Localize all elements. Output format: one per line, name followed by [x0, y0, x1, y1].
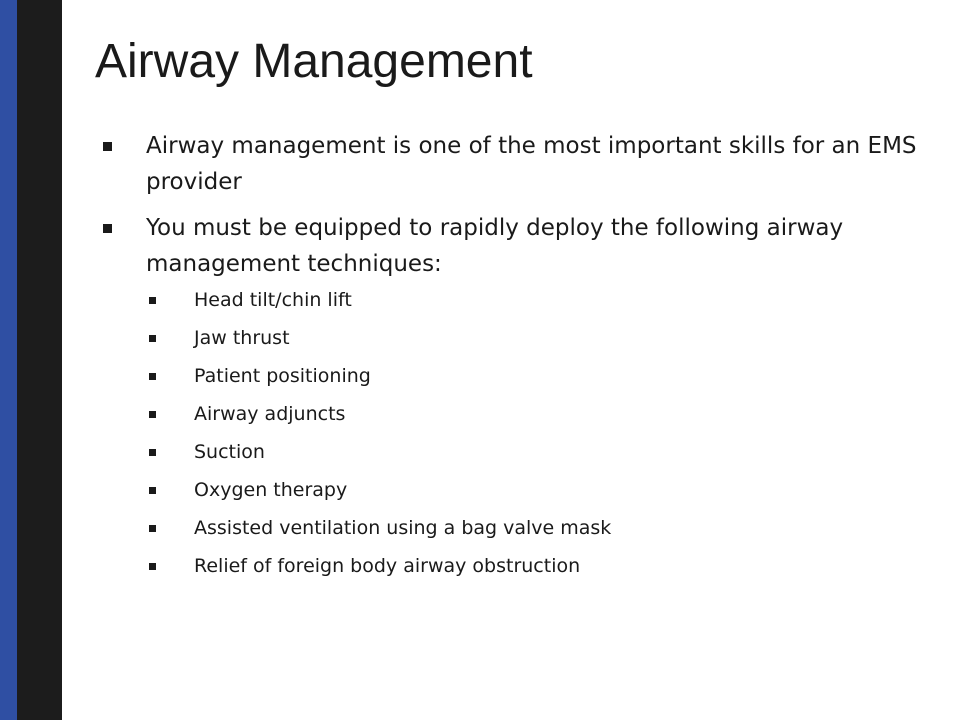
sub-bullet-item: [146, 514, 920, 542]
bullet-item: [100, 210, 920, 580]
square-bullet-icon: [149, 487, 156, 494]
sub-bullet-text: Assisted ventilation using a bag valve mask: [194, 517, 612, 539]
sub-bullet-item: [146, 438, 920, 466]
sub-bullet-list: [146, 286, 920, 580]
square-bullet-icon: [149, 373, 156, 380]
bullet-text: You must be equipped to rapidly deploy the following airway management techniques:: [146, 215, 844, 277]
square-bullet-icon: [103, 224, 112, 233]
sub-bullet-text: Jaw thrust: [194, 327, 290, 349]
square-bullet-icon: [149, 297, 156, 304]
bullet-list: [100, 128, 920, 590]
sub-bullet-item: [146, 400, 920, 428]
square-bullet-icon: [149, 449, 156, 456]
square-bullet-icon: [149, 411, 156, 418]
sub-bullet-item: [146, 552, 920, 580]
sub-bullet-text: Patient positioning: [194, 365, 371, 387]
sub-bullet-item: [146, 476, 920, 504]
square-bullet-icon: [149, 525, 156, 532]
accent-bar-dark: [17, 0, 62, 720]
slide-title: Airway Management: [95, 35, 533, 88]
square-bullet-icon: [149, 563, 156, 570]
bullet-text: Airway management is one of the most important skills for an EMS provider: [146, 133, 917, 195]
sub-bullet-text: Oxygen therapy: [194, 479, 348, 501]
sub-bullet-item: [146, 286, 920, 314]
accent-bar-blue: [0, 0, 17, 720]
square-bullet-icon: [149, 335, 156, 342]
sub-bullet-text: Head tilt/chin lift: [194, 289, 352, 311]
sub-bullet-text: Airway adjuncts: [194, 403, 346, 425]
sub-bullet-item: [146, 324, 920, 352]
sub-bullet-item: [146, 362, 920, 390]
bullet-item: [100, 128, 920, 200]
sub-bullet-text: Suction: [194, 441, 265, 463]
square-bullet-icon: [103, 142, 112, 151]
sub-bullet-text: Relief of foreign body airway obstruction: [194, 555, 581, 577]
